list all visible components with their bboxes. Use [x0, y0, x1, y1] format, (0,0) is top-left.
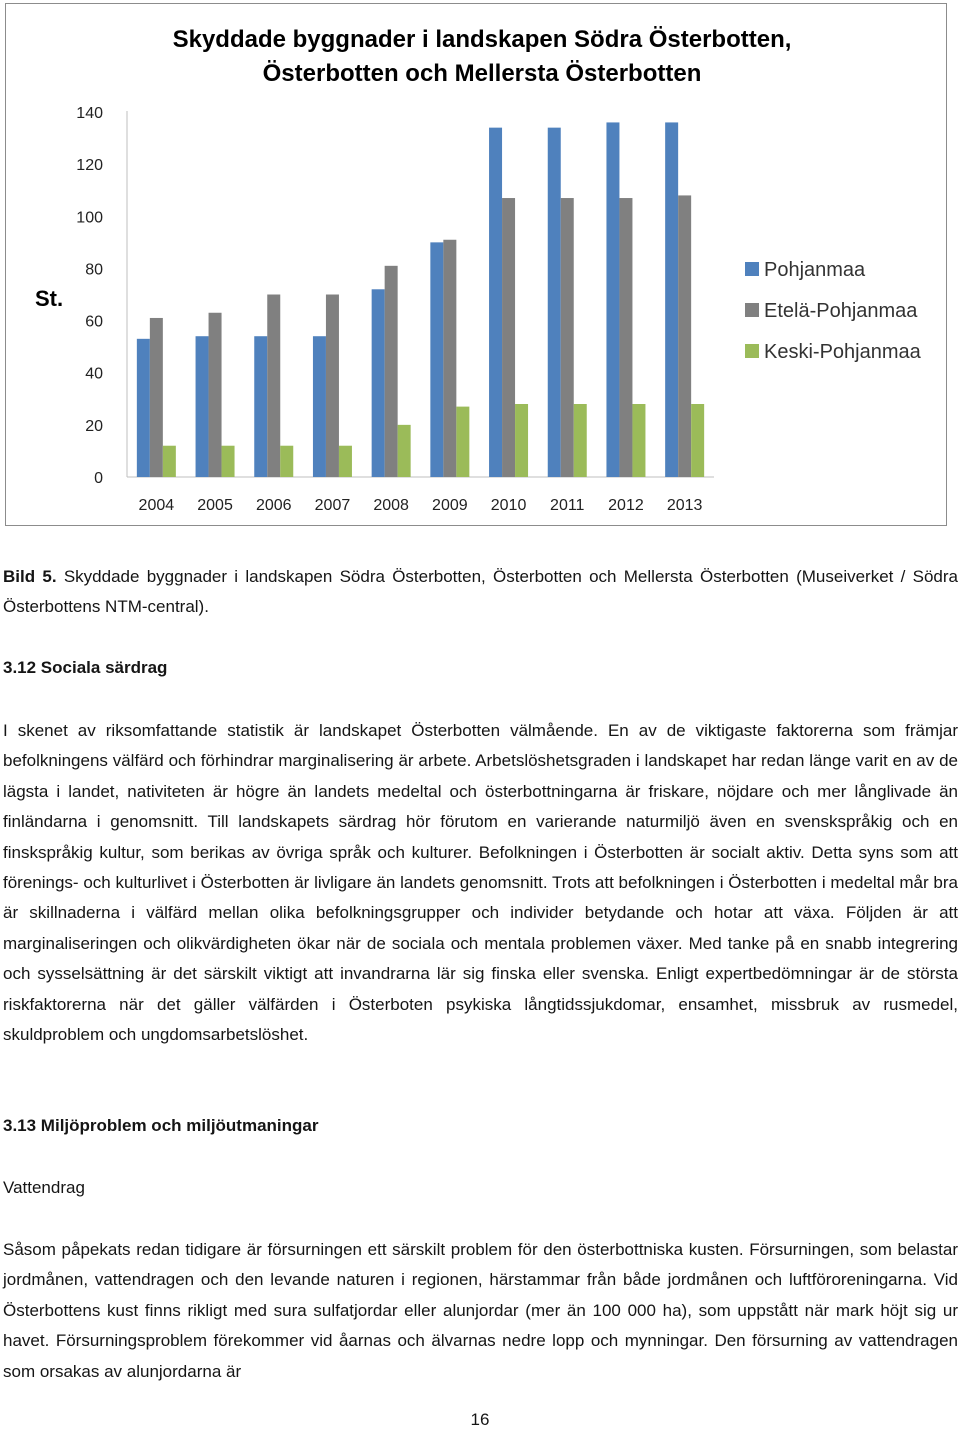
bar-pohjanmaa-2013: [665, 122, 678, 477]
legend-label: Etelä-Pohjanmaa: [764, 300, 918, 322]
bar-pohjanmaa-2009: [430, 242, 443, 477]
bar-keski-pohjanmaa-2012: [632, 404, 645, 477]
chart-title-line2: Österbotten och Mellersta Österbotten: [262, 60, 702, 87]
x-tick-label: 2012: [608, 497, 644, 514]
bar-pohjanmaa-2008: [372, 289, 385, 477]
paragraph-social: [3, 716, 958, 1050]
bar-pohjanmaa-2005: [196, 336, 209, 477]
y-tick-label: 80: [85, 261, 103, 279]
bar-keski-pohjanmaa-2010: [515, 404, 528, 477]
x-tick-label: 2009: [432, 497, 468, 514]
bars-layer: [137, 122, 704, 477]
bar-pohjanmaa-2010: [489, 128, 502, 477]
paragraph-vattendrag: [3, 1235, 958, 1387]
subheading-vattendrag: Vattendrag: [3, 1178, 85, 1197]
bar-keski-pohjanmaa-2009: [456, 407, 469, 477]
x-tick-label: 2010: [490, 497, 527, 514]
bar-etel-pohjanmaa-2008: [385, 266, 398, 477]
bar-keski-pohjanmaa-2004: [163, 446, 176, 477]
y-axis-label: St.: [34, 286, 64, 311]
bar-etel-pohjanmaa-2006: [267, 295, 280, 478]
bar-keski-pohjanmaa-2006: [280, 446, 293, 477]
legend-swatch: [745, 262, 759, 276]
bar-chart: [6, 4, 948, 527]
x-tick-label: 2004: [138, 497, 175, 514]
bar-etel-pohjanmaa-2009: [443, 240, 456, 477]
legend-label: Keski-Pohjanmaa: [764, 341, 921, 363]
caption-label: Bild 5.: [3, 567, 57, 586]
bar-etel-pohjanmaa-2007: [326, 295, 339, 478]
bar-keski-pohjanmaa-2005: [222, 446, 235, 477]
bar-pohjanmaa-2011: [548, 128, 561, 477]
y-tick-label: 0: [94, 470, 103, 487]
bar-keski-pohjanmaa-2008: [398, 425, 411, 477]
legend: [745, 259, 922, 363]
bar-etel-pohjanmaa-2010: [502, 198, 515, 477]
y-tick-label: 20: [85, 417, 103, 435]
x-ticks: [139, 497, 703, 514]
y-tick-label: 140: [76, 105, 103, 122]
section-heading-social: 3.12 Sociala särdrag: [3, 658, 168, 677]
caption-text: Skyddade byggnader i landskapen Södra Österbotten, Österbotten och Mellersta Österbotten (Museiverket / Södra Österbottens NTM-central).: [3, 567, 959, 617]
legend-swatch: [745, 344, 759, 358]
bar-pohjanmaa-2007: [313, 336, 326, 477]
figure-caption: [3, 562, 958, 623]
bar-etel-pohjanmaa-2012: [619, 198, 632, 477]
section-heading-environment: 3.13 Miljöproblem och miljöutmaningar: [3, 1116, 319, 1135]
paragraph-social-text: I skenet av riksomfattande statistik är landskapet Österbotten välmående. En av de viktigaste faktorerna som främjar befolkningens välfärd och förhindrar marginalisering är arbete. Arbetslöshetsgraden i landskapet har redan länge varit en av de lägsta i landet, nativiteten är högre än landets medeltal och österbottningarna är friskare, nöjdare och mer långlivade än finländarna i genomsnitt. Till landskapets särdrag hör förutom en varierande naturmiljö även en svenskspråkig och en finskspråkig kultur, som berikas av övriga språk och kulturer. Befolkningen i Österbotten är socialt aktiv. Detta syns som att förenings- och kulturlivet i Österbotten är livligare än landets genomsnitt. Trots att befolkningen i Österbotten i medeltal mår bra är skillnaderna i välfärd mellan olika befolkningsgrupper och individer betydande och hotar att växa. Följden är att marginaliseringen och olikvärdigheten ökar när de sociala och mentala problemen växer. Med tanke på en snabb integrering och sysselsättning är det särskilt viktigt att invandrarna lär sig finska eller svenska. Enligt expertbedömningar är de största riskfaktorerna när det gäller välfärden i Österboten psykiska långtidssjukdomar, ensamhet, missbruk av rusmedel, skuldproblem och ungdomsarbetslöshet.: [3, 721, 958, 1045]
legend-label: Pohjanmaa: [764, 259, 866, 281]
x-tick-label: 2008: [373, 497, 409, 514]
bar-etel-pohjanmaa-2013: [678, 195, 691, 477]
x-tick-label: 2006: [255, 497, 292, 514]
y-tick-label: 60: [85, 313, 103, 331]
y-tick-label: 100: [76, 209, 103, 227]
bar-pohjanmaa-2004: [137, 339, 150, 477]
legend-swatch: [745, 303, 759, 317]
chart-title-line1: Skyddade byggnader i landskapen Södra Österbotten,: [172, 26, 792, 53]
y-ticks: [76, 105, 103, 487]
bar-etel-pohjanmaa-2011: [561, 198, 574, 477]
bar-etel-pohjanmaa-2005: [209, 313, 222, 477]
y-tick-label: 120: [76, 157, 103, 175]
bar-pohjanmaa-2012: [606, 122, 619, 477]
x-tick-label: 2005: [197, 497, 233, 514]
bar-pohjanmaa-2006: [254, 336, 267, 477]
x-tick-label: 2007: [314, 497, 351, 514]
paragraph-vattendrag-text: Såsom påpekats redan tidigare är försurningen ett särskilt problem för den österbottniska kusten. Försurningen, som belastar jordmånen, vattendragen och den levande naturen i regionen, härstammar från både jordmånen och luftföroreningarna. Vid Österbottens kust finns rikligt med sura sulfatjordar eller alunjordar (mer än 100 000 ha), som uppstått när mark höjt sig ur havet. Försurningsproblem förekommer vid åarnas och älvarnas nedre lopp och mynningar. Den försurning av vattendragen som orsakas av alunjordarna är: [3, 1240, 958, 1381]
x-tick-label: 2011: [550, 497, 585, 514]
x-tick-label: 2013: [666, 497, 703, 514]
bar-etel-pohjanmaa-2004: [150, 318, 163, 477]
bar-keski-pohjanmaa-2013: [691, 404, 704, 477]
y-tick-label: 40: [85, 365, 103, 383]
page-number: 16: [470, 1410, 490, 1429]
bar-keski-pohjanmaa-2007: [339, 446, 352, 477]
chart-container: [5, 3, 947, 526]
bar-keski-pohjanmaa-2011: [574, 404, 587, 477]
